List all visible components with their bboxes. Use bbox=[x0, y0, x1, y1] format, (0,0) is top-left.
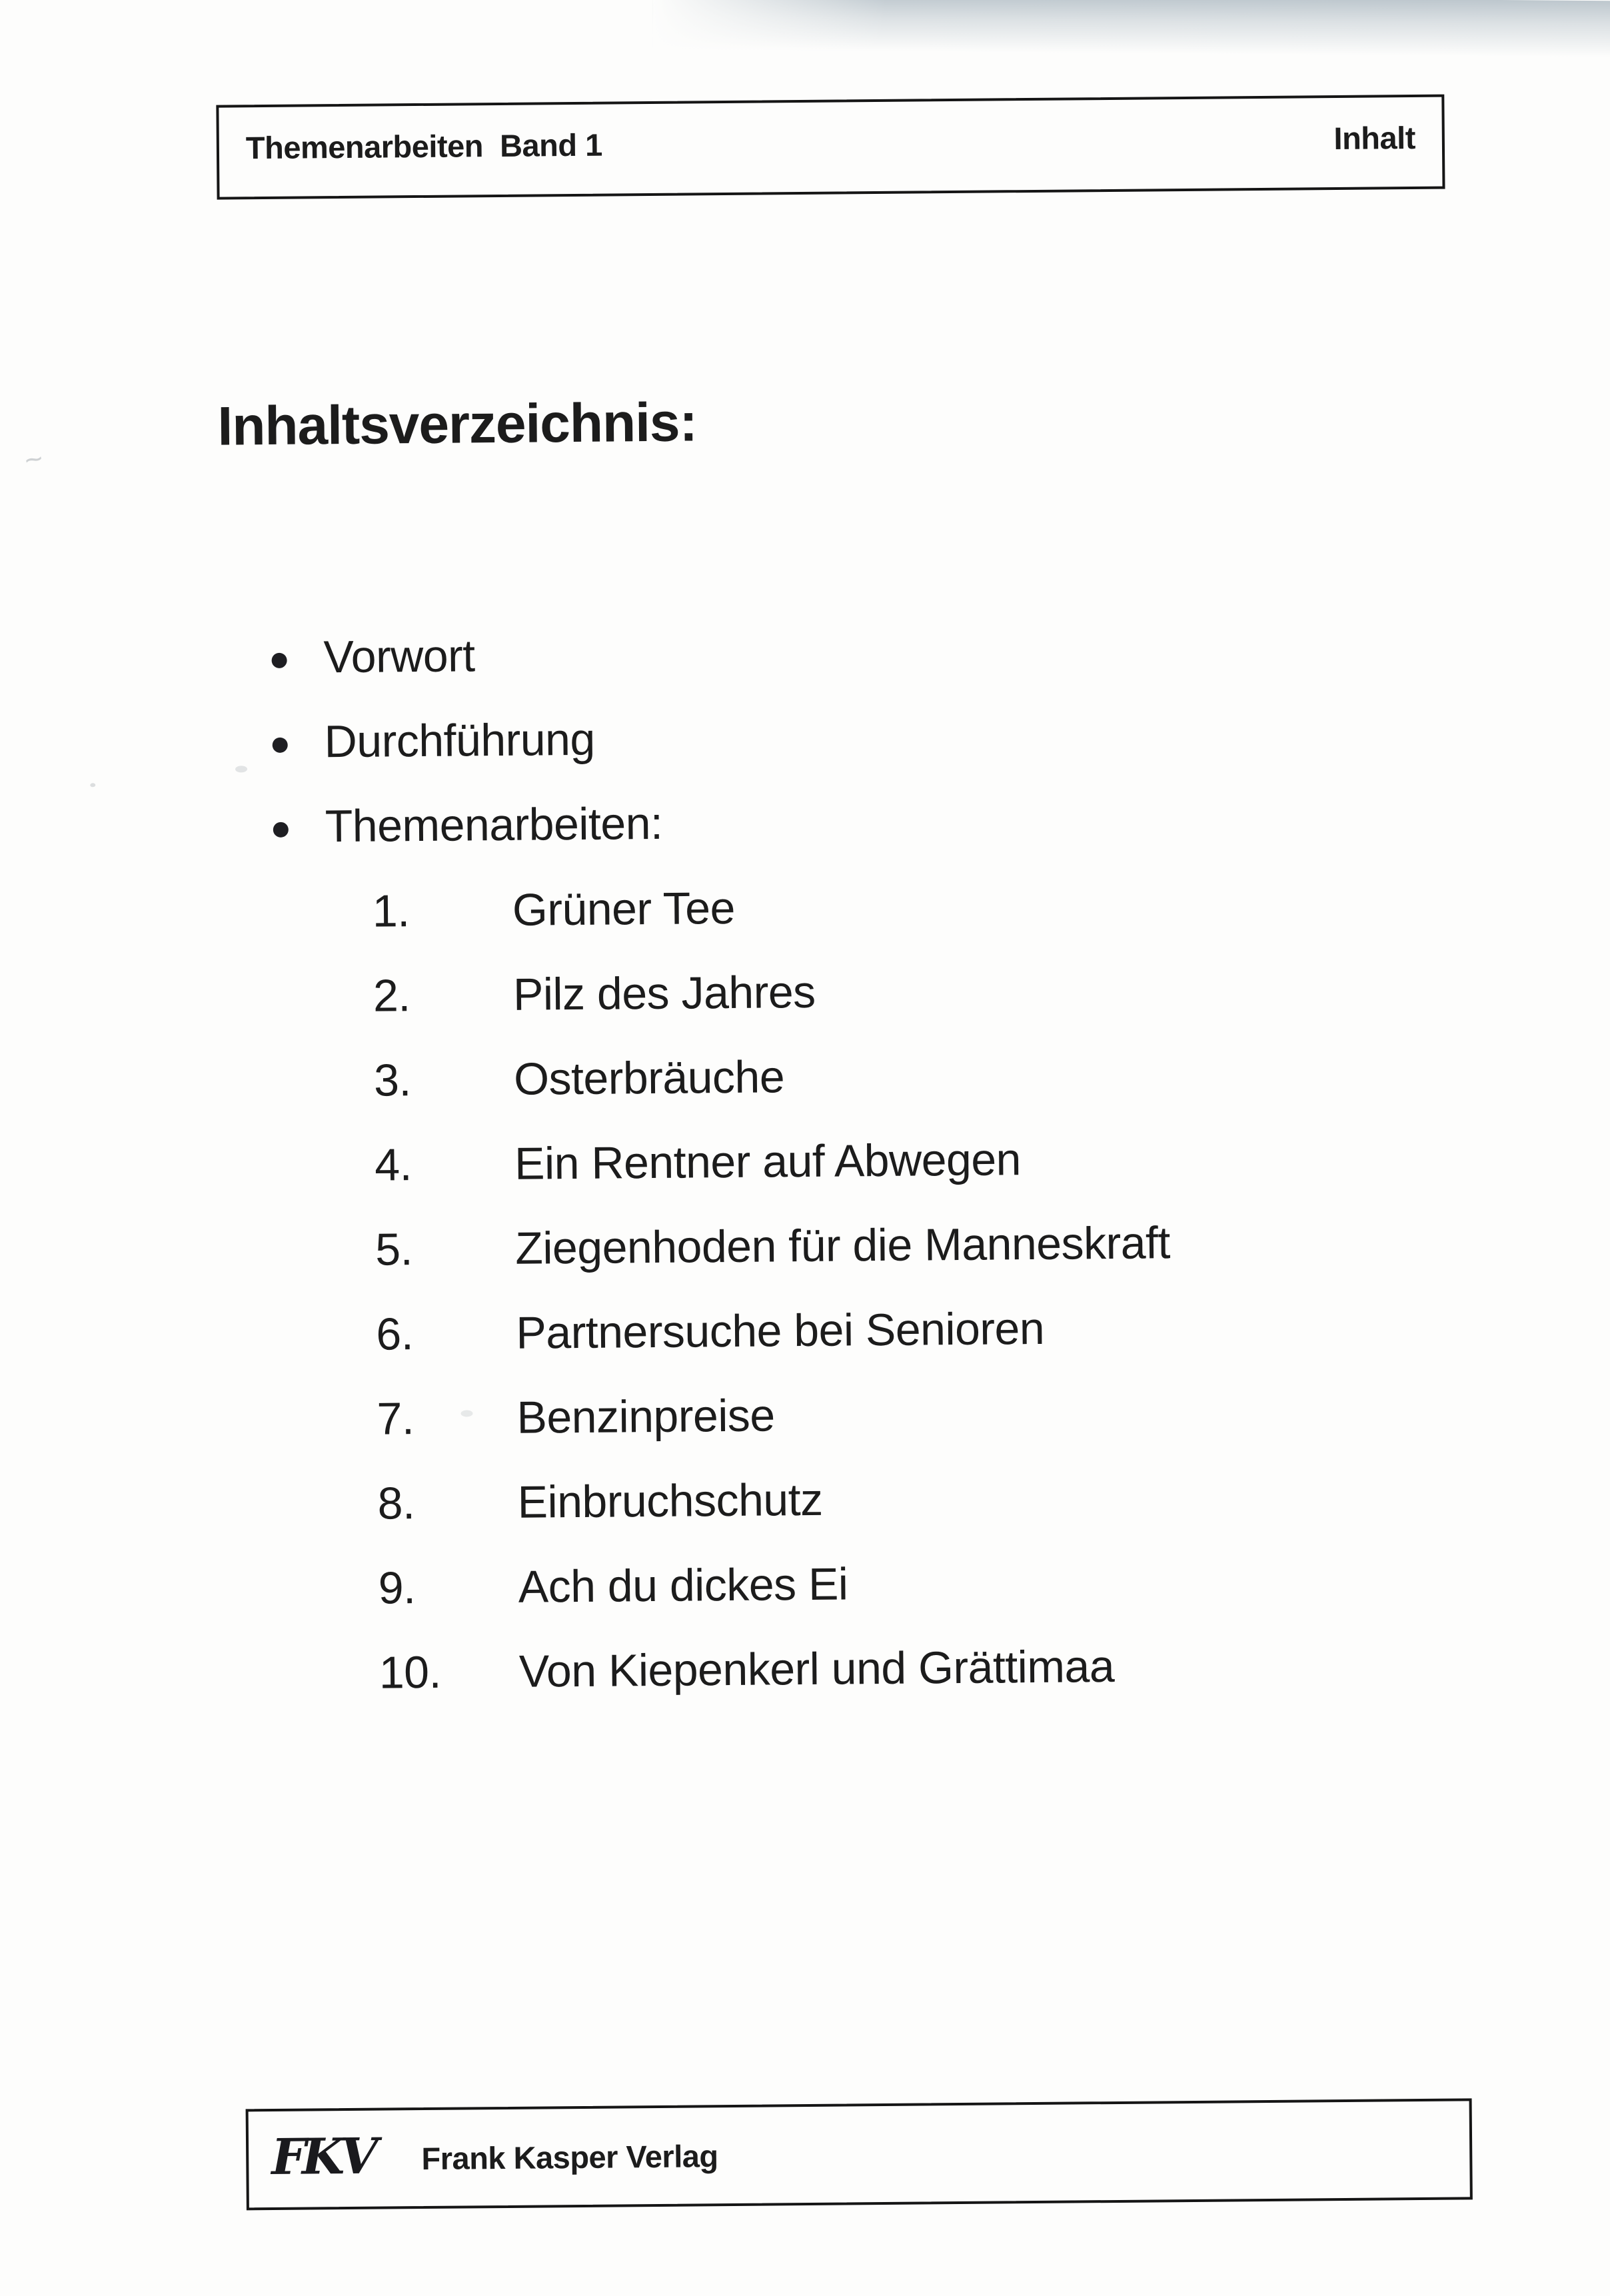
toc-item-label: Partnersuche bei Senioren bbox=[516, 1303, 1045, 1359]
page-header-box bbox=[216, 95, 1445, 200]
toc-item-label: Ein Rentner auf Abwegen bbox=[514, 1134, 1022, 1189]
toc-item bbox=[377, 1474, 823, 1529]
toc-item-label: Grüner Tee bbox=[512, 882, 736, 935]
publisher-logo-fkv: FKV bbox=[271, 2127, 374, 2187]
toc-item-number: 7. bbox=[377, 1393, 414, 1444]
toc-item-label: Pilz des Jahres bbox=[512, 966, 816, 1020]
toc-item-number: 10. bbox=[379, 1646, 442, 1698]
bullet-dot-icon bbox=[272, 652, 287, 668]
bullet-item-label: Vorwort bbox=[323, 630, 475, 683]
toc-item bbox=[377, 1390, 776, 1444]
toc-item bbox=[376, 1303, 1045, 1360]
toc-item-number: 6. bbox=[376, 1309, 414, 1360]
bullet-item-label: Durchführung bbox=[324, 714, 596, 768]
page-footer-box bbox=[246, 2098, 1473, 2210]
toc-item-number: 5. bbox=[375, 1224, 413, 1275]
publisher-name: Frank Kasper Verlag bbox=[421, 2137, 718, 2176]
scan-artifact-squiggle: ~ bbox=[21, 440, 47, 478]
bullet-item-durchfuehrung bbox=[272, 714, 596, 768]
toc-item-label: Osterbräuche bbox=[513, 1051, 785, 1105]
toc-item-number: 2. bbox=[373, 970, 411, 1021]
toc-item-label: Benzinpreise bbox=[516, 1390, 776, 1443]
header-book-title: Themenarbeiten Band 1 bbox=[245, 127, 602, 165]
toc-item bbox=[372, 882, 736, 937]
bullet-item-label: Themenarbeiten: bbox=[325, 798, 663, 852]
toc-item-number: 3. bbox=[373, 1055, 412, 1106]
toc-item-number: 9. bbox=[378, 1562, 416, 1614]
toc-item-label: Ach du dickes Ei bbox=[518, 1558, 848, 1612]
toc-item bbox=[373, 966, 816, 1021]
bullet-item-vorwort bbox=[271, 630, 475, 683]
toc-item bbox=[378, 1558, 848, 1614]
toc-item-label: Von Kiepenkerl und Grättimaa bbox=[518, 1640, 1115, 1697]
toc-item-label: Ziegenhoden für die Manneskraft bbox=[515, 1217, 1171, 1274]
toc-item bbox=[373, 1051, 785, 1106]
bullet-dot-icon bbox=[273, 822, 289, 837]
toc-item-number: 1. bbox=[372, 885, 410, 937]
toc-item-number: 4. bbox=[374, 1139, 412, 1191]
toc-item-label: Einbruchschutz bbox=[517, 1474, 823, 1528]
scan-artifact-smudge bbox=[235, 766, 247, 772]
bullet-item-themenarbeiten bbox=[273, 798, 663, 852]
bullet-dot-icon bbox=[273, 737, 288, 752]
header-section-label: Inhalt bbox=[1333, 119, 1416, 156]
toc-item-number: 8. bbox=[377, 1478, 415, 1529]
toc-item bbox=[374, 1134, 1022, 1191]
page-title: Inhaltsverzeichnis: bbox=[217, 392, 698, 457]
toc-item bbox=[375, 1217, 1171, 1275]
toc-item bbox=[379, 1640, 1115, 1698]
scan-artifact-speck bbox=[90, 783, 95, 787]
